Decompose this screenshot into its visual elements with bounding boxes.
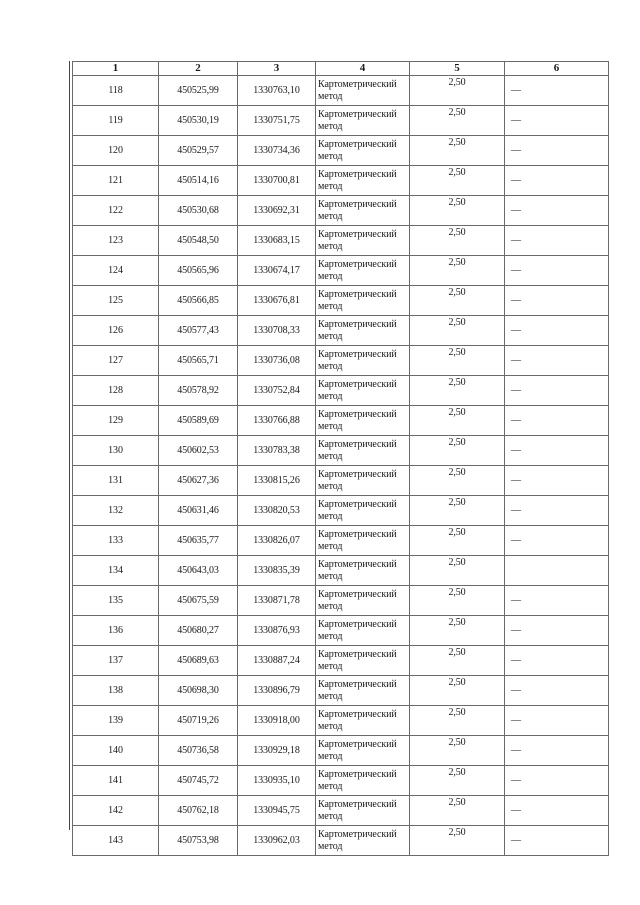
note-cell: —	[505, 256, 609, 286]
method-cell: Картометрический метод	[316, 796, 410, 826]
x-coordinate-cell: 450578,92	[159, 376, 238, 406]
x-coordinate-cell: 450643,03	[159, 556, 238, 586]
point-number-cell: 128	[73, 376, 159, 406]
y-coordinate-cell: 1330700,81	[238, 166, 316, 196]
accuracy-cell: 2,50	[410, 796, 505, 826]
x-coordinate-cell: 450602,53	[159, 436, 238, 466]
method-cell: Картометрический метод	[316, 436, 410, 466]
note-cell: —	[505, 226, 609, 256]
note-cell: —	[505, 406, 609, 436]
method-cell: Картометрический метод	[316, 736, 410, 766]
table-row	[73, 376, 609, 406]
y-coordinate-cell: 1330752,84	[238, 376, 316, 406]
y-coordinate-cell: 1330734,36	[238, 136, 316, 166]
accuracy-cell: 2,50	[410, 466, 505, 496]
table-row	[73, 436, 609, 466]
method-cell: Картометрический метод	[316, 826, 410, 856]
column-header-6: 6	[505, 62, 609, 76]
table-row	[73, 646, 609, 676]
table-row	[73, 706, 609, 736]
point-number-cell: 119	[73, 106, 159, 136]
y-coordinate-cell: 1330918,00	[238, 706, 316, 736]
accuracy-cell: 2,50	[410, 106, 505, 136]
accuracy-cell: 2,50	[410, 766, 505, 796]
x-coordinate-cell: 450530,19	[159, 106, 238, 136]
x-coordinate-cell: 450753,98	[159, 826, 238, 856]
y-coordinate-cell: 1330676,81	[238, 286, 316, 316]
x-coordinate-cell: 450565,71	[159, 346, 238, 376]
table-row	[73, 346, 609, 376]
y-coordinate-cell: 1330876,93	[238, 616, 316, 646]
method-cell: Картометрический метод	[316, 616, 410, 646]
method-cell: Картометрический метод	[316, 196, 410, 226]
x-coordinate-cell: 450529,57	[159, 136, 238, 166]
y-coordinate-cell: 1330945,75	[238, 796, 316, 826]
x-coordinate-cell: 450589,69	[159, 406, 238, 436]
y-coordinate-cell: 1330783,38	[238, 436, 316, 466]
point-number-cell: 135	[73, 586, 159, 616]
y-coordinate-cell: 1330826,07	[238, 526, 316, 556]
accuracy-cell: 2,50	[410, 346, 505, 376]
method-cell: Картометрический метод	[316, 496, 410, 526]
note-cell: —	[505, 136, 609, 166]
table-row	[73, 766, 609, 796]
note-cell: —	[505, 316, 609, 346]
y-coordinate-cell: 1330962,03	[238, 826, 316, 856]
table-row	[73, 286, 609, 316]
note-cell: —	[505, 616, 609, 646]
y-coordinate-cell: 1330766,88	[238, 406, 316, 436]
point-number-cell: 127	[73, 346, 159, 376]
accuracy-cell: 2,50	[410, 166, 505, 196]
y-coordinate-cell: 1330692,31	[238, 196, 316, 226]
y-coordinate-cell: 1330896,79	[238, 676, 316, 706]
method-cell: Картометрический метод	[316, 766, 410, 796]
note-cell: —	[505, 286, 609, 316]
accuracy-cell: 2,50	[410, 256, 505, 286]
point-number-cell: 142	[73, 796, 159, 826]
accuracy-cell: 2,50	[410, 706, 505, 736]
x-coordinate-cell: 450745,72	[159, 766, 238, 796]
x-coordinate-cell: 450577,43	[159, 316, 238, 346]
point-number-cell: 131	[73, 466, 159, 496]
accuracy-cell: 2,50	[410, 316, 505, 346]
x-coordinate-cell: 450514,16	[159, 166, 238, 196]
table-row	[73, 406, 609, 436]
point-number-cell: 138	[73, 676, 159, 706]
accuracy-cell: 2,50	[410, 586, 505, 616]
method-cell: Картометрический метод	[316, 316, 410, 346]
table-row	[73, 136, 609, 166]
method-cell: Картометрический метод	[316, 376, 410, 406]
note-cell: —	[505, 106, 609, 136]
point-number-cell: 134	[73, 556, 159, 586]
point-number-cell: 123	[73, 226, 159, 256]
y-coordinate-cell: 1330820,53	[238, 496, 316, 526]
x-coordinate-cell: 450698,30	[159, 676, 238, 706]
point-number-cell: 126	[73, 316, 159, 346]
x-coordinate-cell: 450719,26	[159, 706, 238, 736]
x-coordinate-cell: 450548,50	[159, 226, 238, 256]
table-row	[73, 526, 609, 556]
note-cell: —	[505, 586, 609, 616]
note-cell: —	[505, 736, 609, 766]
note-cell: —	[505, 766, 609, 796]
method-cell: Картометрический метод	[316, 466, 410, 496]
point-number-cell: 132	[73, 496, 159, 526]
table-row	[73, 466, 609, 496]
note-cell: —	[505, 496, 609, 526]
x-coordinate-cell: 450762,18	[159, 796, 238, 826]
accuracy-cell: 2,50	[410, 736, 505, 766]
table-row	[73, 106, 609, 136]
note-cell: —	[505, 376, 609, 406]
x-coordinate-cell: 450627,36	[159, 466, 238, 496]
point-number-cell: 141	[73, 766, 159, 796]
table-row	[73, 586, 609, 616]
point-number-cell: 120	[73, 136, 159, 166]
y-coordinate-cell: 1330887,24	[238, 646, 316, 676]
accuracy-cell: 2,50	[410, 76, 505, 106]
method-cell: Картометрический метод	[316, 226, 410, 256]
y-coordinate-cell: 1330736,08	[238, 346, 316, 376]
point-number-cell: 125	[73, 286, 159, 316]
accuracy-cell: 2,50	[410, 136, 505, 166]
table-row	[73, 676, 609, 706]
point-number-cell: 118	[73, 76, 159, 106]
table-row	[73, 316, 609, 346]
note-cell: —	[505, 826, 609, 856]
note-cell: —	[505, 436, 609, 466]
method-cell: Картометрический метод	[316, 256, 410, 286]
point-number-cell: 121	[73, 166, 159, 196]
note-cell: —	[505, 166, 609, 196]
accuracy-cell: 2,50	[410, 826, 505, 856]
accuracy-cell: 2,50	[410, 376, 505, 406]
accuracy-cell: 2,50	[410, 226, 505, 256]
x-coordinate-cell: 450631,46	[159, 496, 238, 526]
x-coordinate-cell: 450736,58	[159, 736, 238, 766]
table-row	[73, 226, 609, 256]
y-coordinate-cell: 1330929,18	[238, 736, 316, 766]
accuracy-cell: 2,50	[410, 646, 505, 676]
method-cell: Картометрический метод	[316, 136, 410, 166]
note-cell: —	[505, 76, 609, 106]
table-row	[73, 736, 609, 766]
method-cell: Картометрический метод	[316, 556, 410, 586]
y-coordinate-cell: 1330751,75	[238, 106, 316, 136]
method-cell: Картометрический метод	[316, 346, 410, 376]
note-cell: —	[505, 706, 609, 736]
point-number-cell: 137	[73, 646, 159, 676]
column-header-2: 2	[159, 62, 238, 76]
method-cell: Картометрический метод	[316, 166, 410, 196]
y-coordinate-cell: 1330708,33	[238, 316, 316, 346]
x-coordinate-cell: 450566,85	[159, 286, 238, 316]
x-coordinate-cell: 450565,96	[159, 256, 238, 286]
accuracy-cell: 2,50	[410, 196, 505, 226]
point-number-cell: 140	[73, 736, 159, 766]
y-coordinate-cell: 1330763,10	[238, 76, 316, 106]
x-coordinate-cell: 450689,63	[159, 646, 238, 676]
x-coordinate-cell: 450680,27	[159, 616, 238, 646]
point-number-cell: 122	[73, 196, 159, 226]
table-row	[73, 256, 609, 286]
x-coordinate-cell: 450675,59	[159, 586, 238, 616]
point-number-cell: 129	[73, 406, 159, 436]
table-row	[73, 496, 609, 526]
method-cell: Картометрический метод	[316, 286, 410, 316]
accuracy-cell: 2,50	[410, 406, 505, 436]
point-number-cell: 143	[73, 826, 159, 856]
x-coordinate-cell: 450530,68	[159, 196, 238, 226]
point-number-cell: 130	[73, 436, 159, 466]
method-cell: Картометрический метод	[316, 76, 410, 106]
table-row	[73, 166, 609, 196]
accuracy-cell: 2,50	[410, 676, 505, 706]
method-cell: Картометрический метод	[316, 676, 410, 706]
method-cell: Картометрический метод	[316, 646, 410, 676]
x-coordinate-cell: 450635,77	[159, 526, 238, 556]
accuracy-cell: 2,50	[410, 436, 505, 466]
x-coordinate-cell: 450525,99	[159, 76, 238, 106]
point-number-cell: 139	[73, 706, 159, 736]
table-row	[73, 556, 609, 586]
column-header-5: 5	[410, 62, 505, 76]
note-cell: —	[505, 466, 609, 496]
note-cell: —	[505, 196, 609, 226]
table-row	[73, 76, 609, 106]
table-header-row	[73, 62, 609, 76]
note-cell: —	[505, 346, 609, 376]
method-cell: Картометрический метод	[316, 526, 410, 556]
method-cell: Картометрический метод	[316, 106, 410, 136]
method-cell: Картометрический метод	[316, 706, 410, 736]
point-number-cell: 133	[73, 526, 159, 556]
column-header-3: 3	[238, 62, 316, 76]
method-cell: Картометрический метод	[316, 586, 410, 616]
note-cell: —	[505, 676, 609, 706]
accuracy-cell: 2,50	[410, 616, 505, 646]
note-cell	[505, 556, 609, 586]
table-body	[73, 76, 609, 856]
accuracy-cell: 2,50	[410, 496, 505, 526]
y-coordinate-cell: 1330683,15	[238, 226, 316, 256]
point-number-cell: 136	[73, 616, 159, 646]
y-coordinate-cell: 1330871,78	[238, 586, 316, 616]
method-cell: Картометрический метод	[316, 406, 410, 436]
column-header-1: 1	[73, 62, 159, 76]
table-row	[73, 616, 609, 646]
note-cell: —	[505, 646, 609, 676]
accuracy-cell: 2,50	[410, 286, 505, 316]
table-row	[73, 826, 609, 856]
y-coordinate-cell: 1330815,26	[238, 466, 316, 496]
y-coordinate-cell: 1330935,10	[238, 766, 316, 796]
coordinates-table	[72, 61, 609, 856]
page-margin-line	[69, 61, 70, 830]
accuracy-cell: 2,50	[410, 526, 505, 556]
y-coordinate-cell: 1330835,39	[238, 556, 316, 586]
note-cell: —	[505, 526, 609, 556]
column-header-4: 4	[316, 62, 410, 76]
point-number-cell: 124	[73, 256, 159, 286]
table-row	[73, 796, 609, 826]
accuracy-cell: 2,50	[410, 556, 505, 586]
table-row	[73, 196, 609, 226]
y-coordinate-cell: 1330674,17	[238, 256, 316, 286]
note-cell: —	[505, 796, 609, 826]
